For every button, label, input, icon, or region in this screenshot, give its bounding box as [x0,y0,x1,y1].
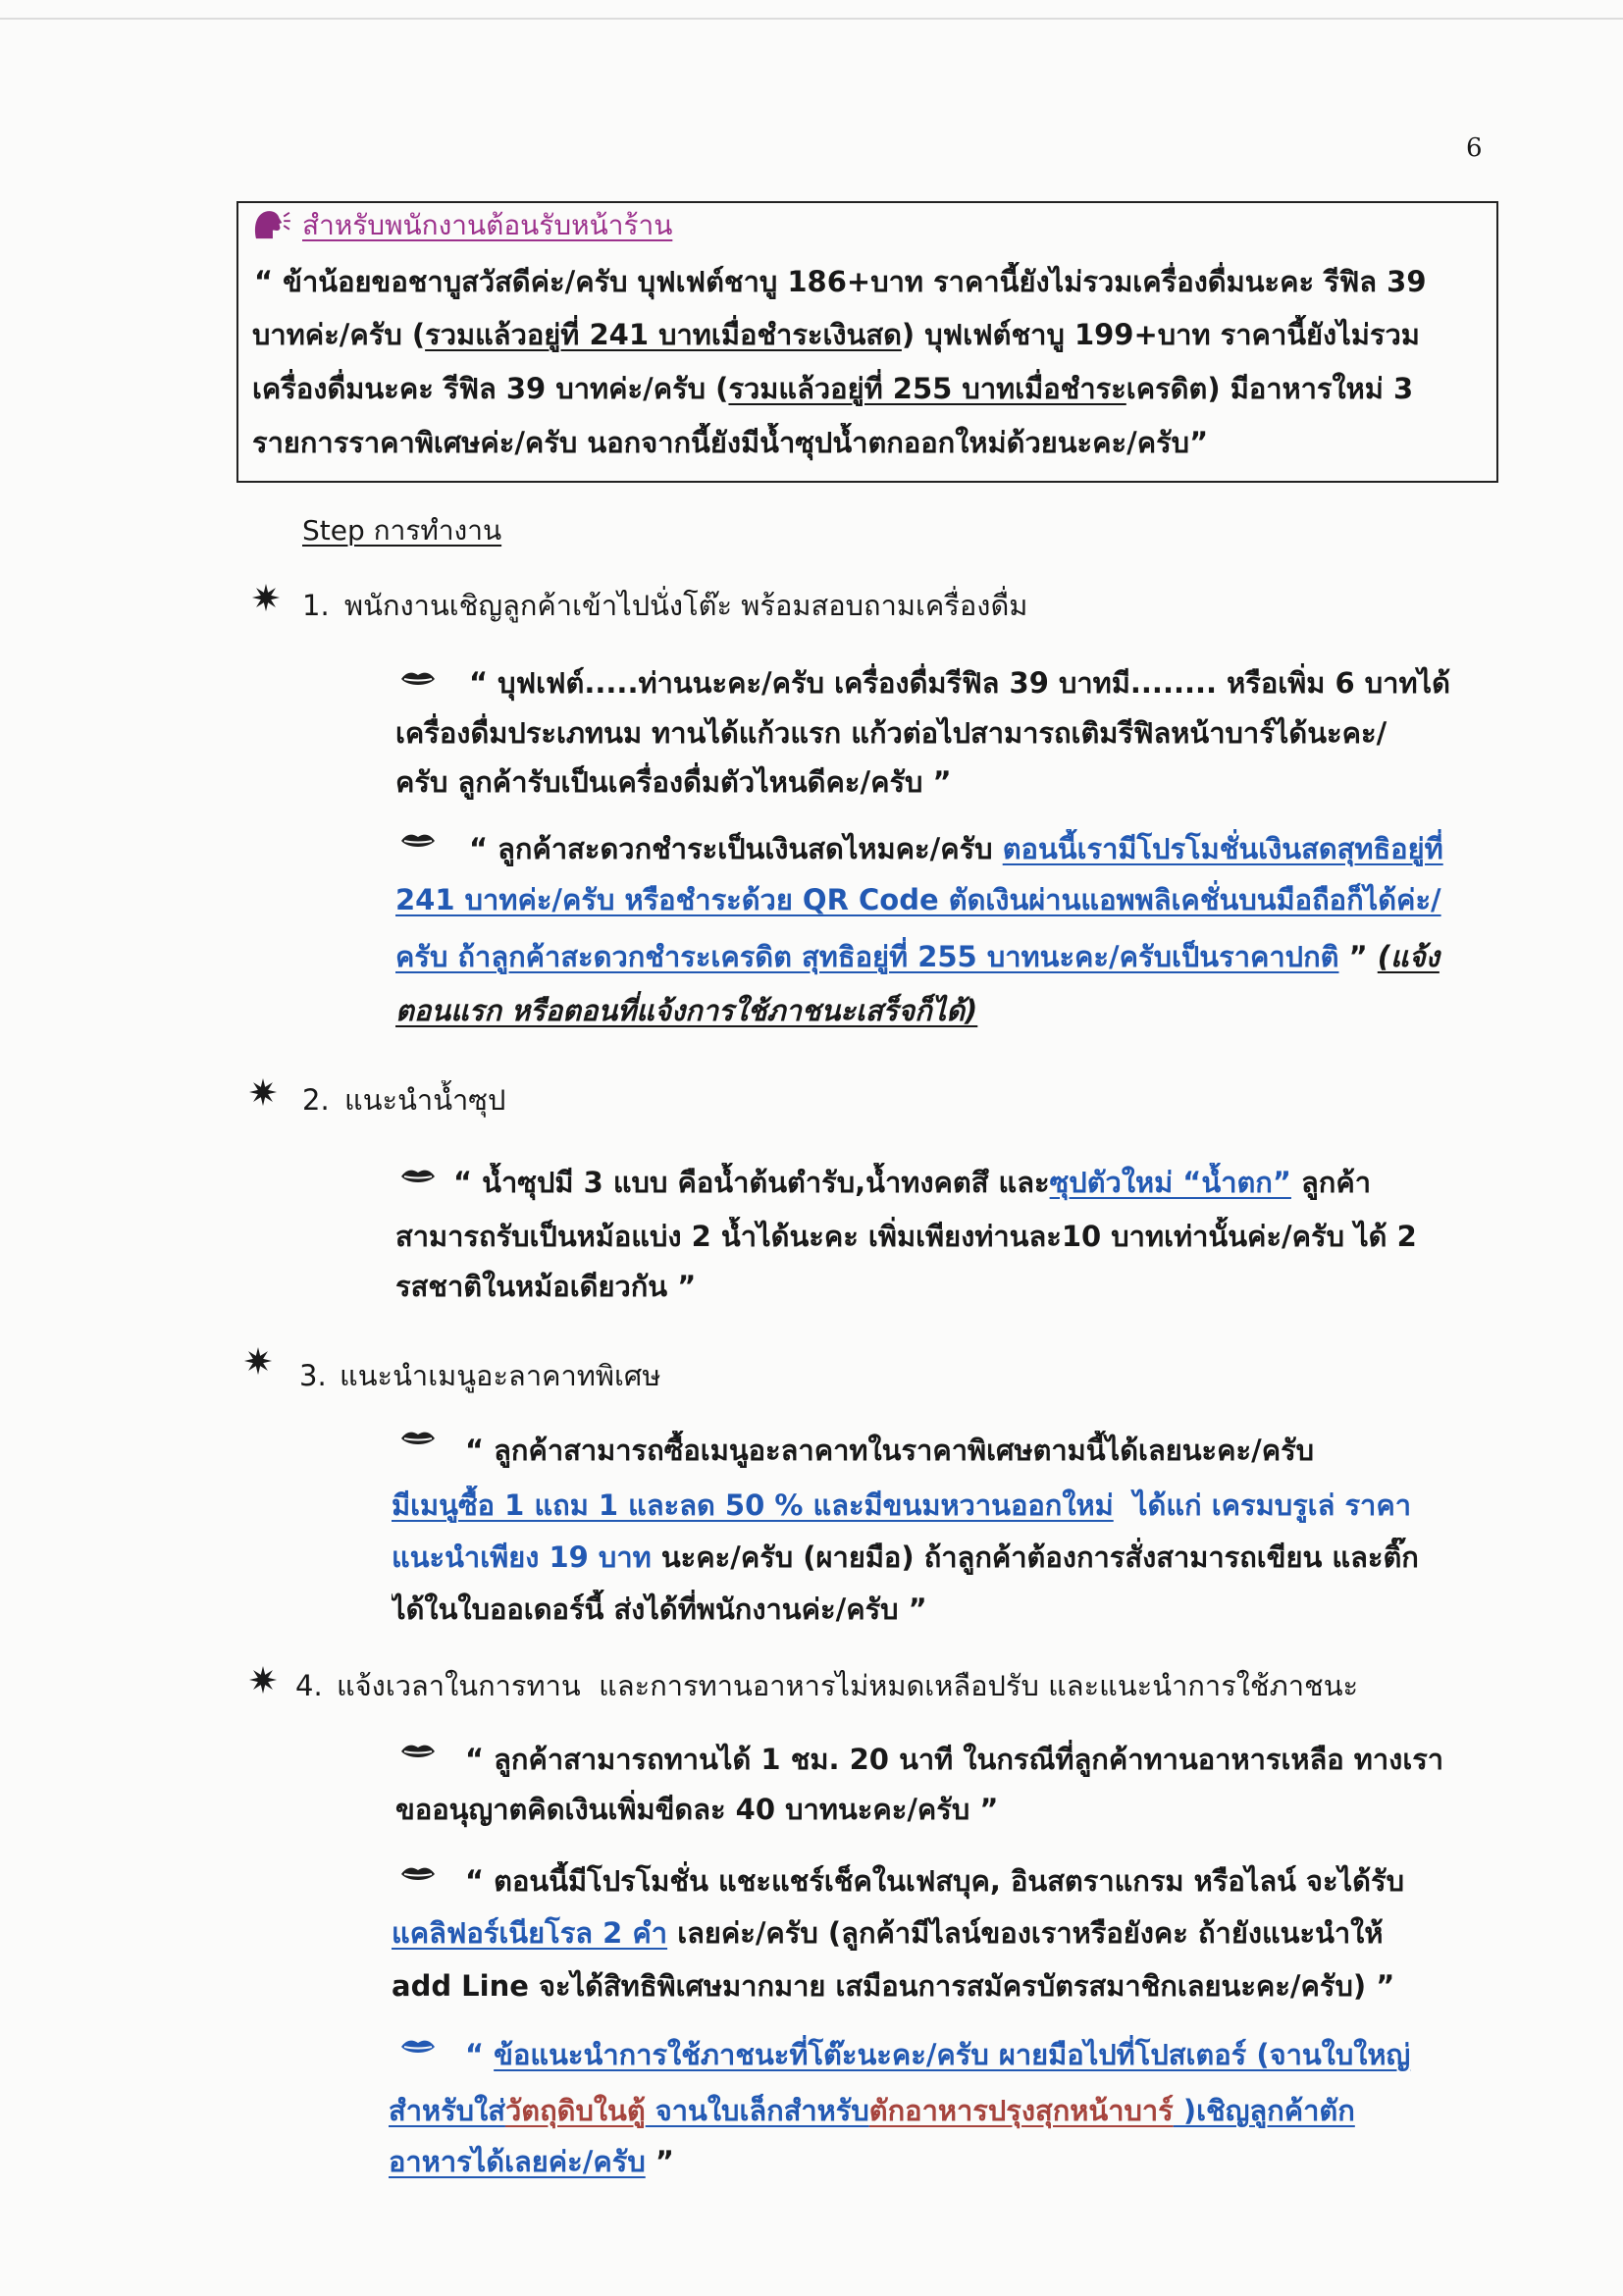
step-label: แนะนำน้ำซุป [344,1083,506,1117]
greeting-text: รายการราคาพิเศษค่ะ/ครับ นอกจากนี้ยังมีน้ำซุปน้ำตกออกใหม่ด้วยนะคะ/ครับ” [252,426,1209,459]
utensil-guidance: สำหรับใส่ [389,2094,505,2127]
script-line [395,880,1560,919]
greeting-text: เครื่องดื่มนะคะ รีฟิล 39 บาทค่ะ/ครับ ( [252,372,729,405]
greeting-text: เครดิต) มีอาหารใหม่ 3 [1126,372,1414,405]
script-text: ” [645,2145,674,2178]
script-line [392,1538,1560,1577]
timing-note: (แจ้ง [1377,940,1440,973]
lips-icon [400,2038,436,2056]
promo-menu-highlight: มีเมนูซื้อ 1 แถม 1 และลด 50 % และมีขนมหวานออกใหม่ [392,1488,1114,1522]
step-number: 2. [302,1083,330,1117]
page-number: 6 [1466,133,1483,163]
script-text: ครับ ลูกค้ารับเป็นเครื่องดื่มตัวไหนดีคะ/ครับ ” [395,765,952,799]
lips-icon [400,1168,436,1185]
script-line [392,1966,1560,2006]
script-line [469,663,1560,703]
california-roll-reward: แคลิฟอร์เนียโรล 2 คำ [392,1916,668,1950]
script-text: add Line จะได้สิทธิพิเศษมากมาย เสมือนการสมัครบัตรสมาชิกเลยนะคะ/ครับ) ” [392,1969,1395,2003]
greeting-line [252,315,1491,354]
star-burst-icon [243,1346,273,1376]
step-label: แนะนำเมนูอะลาคาทพิเศษ [340,1359,661,1392]
step-label: แจ้งเวลาในการทาน และการทานอาหารไม่หมดเหลือปรับ และแนะนำการใช้ภาชนะ [337,1669,1359,1702]
greeting-text: ) บุฟเฟต์ชาบู 199+บาท ราคานี้ยังไม่รวม [901,318,1420,351]
raw-ingredients-note: วัตถุดิบในตู้ [504,2094,646,2127]
cash-promo-detail: 241 บาทค่ะ/ครับ หรือชำระด้วย QR Code ตัดเงินผ่านแอพพลิเคชั่นบนมือถือก็ได้ค่ะ/ [395,883,1441,916]
greeting-text: บาทค่ะ/ครับ ( [252,318,426,351]
script-text: ได้ในใบออเดอร์นี้ ส่งได้ที่พนักงานค่ะ/ครับ ” [392,1592,927,1626]
script-line [392,1590,1560,1629]
cooked-food-note: ตักอาหารปรุงสุกหน้าบาร์ [868,2094,1174,2127]
script-text: รสชาติในหม้อเดียวกัน ” [395,1270,697,1303]
step-label: พนักงานเชิญลูกค้าเข้าไปนั่งโต๊ะ พร้อมสอบถามเครื่องดื่ม [344,589,1028,622]
credit-total-note: รวมแล้วอยู่ที่ 255 บาทเมื่อชำระ [728,372,1126,405]
script-text: ขออนุญาตคิดเงินเพิ่มขีดละ 40 บาทนะคะ/ครับ ” [395,1793,999,1826]
script-text: “ ลูกค้าสามารถซื้อเมนูอะลาคาทในราคาพิเศษตามนี้ได้เลยนะคะ/ครับ [465,1434,1315,1467]
script-line [453,1163,1560,1202]
utensil-guidance: อาหารได้เลยค่ะ/ครับ [389,2145,646,2178]
credit-price-note: ครับ ถ้าลูกค้าสะดวกชำระเครดิต สุทธิอยู่ที่ 255 บาทนะคะ/ครับเป็นราคาปกติ [395,940,1339,973]
utensil-guidance: จานใบเล็กสำหรับ [645,2094,869,2127]
greeting-line [252,423,1491,462]
step-number: 1. [302,589,330,622]
script-line [392,1913,1560,1953]
new-soup-highlight: ซุปตัวใหม่ “น้ำตก” [1049,1166,1291,1199]
script-line [469,829,1560,868]
script-line [465,1431,1560,1470]
cash-promo-highlight: ตอนนี้เรามีโปรโมชั่นเงินสดสุทธิอยู่ที่ [1002,832,1443,865]
script-line [392,1486,1560,1525]
dessert-price-highlight: แนะนำเพียง 19 บาท [392,1540,652,1574]
greeting-text: “ ข้าน้อยขอชาบูสวัสดีค่ะ/ครับ บุฟเฟต์ชาบู 186+บาท ราคานี้ยังไม่รวมเครื่องดื่มนะคะ รีฟิล 39 [254,265,1427,298]
lips-icon [400,670,436,688]
lips-icon [400,1743,436,1760]
script-line [395,713,1560,753]
cash-total-note: รวมแล้วอยู่ที่ 241 บาทเมื่อชำระเงินสด [425,318,902,351]
script-text: นะคะ/ครับ (ผายมือ) ถ้าลูกค้าต้องการสั่งสามารถเขียน และติ๊ก [651,1540,1419,1574]
script-text: “ ลูกค้าสามารถทานได้ 1 ชม. 20 นาที ในกรณีที่ลูกค้าทานอาหารเหลือ ทางเรา [465,1743,1444,1776]
script-line [465,2035,1560,2074]
step-number: 3. [299,1359,327,1392]
script-text: “ [465,2038,495,2071]
utensil-guidance: )เชิญลูกค้าตัก [1173,2094,1355,2127]
script-line [465,1861,1560,1901]
scan-edge [0,18,1623,20]
greeting-line [254,262,1491,301]
steps-heading: Step การทำงาน [302,514,502,547]
speaking-head-icon [253,209,290,240]
script-text: เลยค่ะ/ครับ (ลูกค้ามีไลน์ของเราหรือยังคะ ถ้ายังแนะนำให้ [667,1916,1384,1950]
lips-icon [400,1430,436,1447]
greeting-box-title: สำหรับพนักงานต้อนรับหน้าร้าน [302,209,673,241]
step-number: 4. [295,1669,323,1702]
timing-note: ตอนแรก หรือตอนที่แจ้งการใช้ภาชนะเสร็จก็ได้) [395,994,978,1027]
script-line [389,2091,1560,2130]
script-text: ลูกค้า [1290,1166,1372,1199]
script-text: “ บุฟเฟต์.....ท่านนะคะ/ครับ เครื่องดื่มรีฟิล 39 บาทมี........ หรือเพิ่ม 6 บาทได้ [469,666,1450,700]
script-line [395,1267,1560,1306]
greeting-line [252,369,1491,408]
script-line [395,762,1560,802]
lips-icon [400,1865,436,1883]
star-burst-icon [251,583,281,612]
lips-icon [400,832,436,850]
script-line [395,937,1560,976]
script-text: “ ลูกค้าสะดวกชำระเป็นเงินสดไหมคะ/ครับ [469,832,1003,865]
utensil-guidance: ข้อแนะนำการใช้ภาชนะที่โต๊ะนะคะ/ครับ ผายมือไปที่โปสเตอร์ (จานใบใหญ่ [494,2038,1411,2071]
dessert-highlight: ได้แก่ เครมบรูเล่ ราคา [1113,1488,1412,1522]
script-line [395,1217,1560,1256]
star-burst-icon [248,1665,278,1695]
star-burst-icon [248,1077,278,1107]
script-line [395,991,1560,1030]
script-text: ” [1338,940,1378,973]
script-line [465,1740,1560,1779]
script-text: “ น้ำซุปมี 3 แบบ คือน้ำต้นตำรับ,น้ำทงคตสึ และ [453,1166,1050,1199]
script-text: สามารถรับเป็นหม้อแบ่ง 2 น้ำได้นะคะ เพิ่มเพียงท่านละ10 บาทเท่านั้นค่ะ/ครับ ได้ 2 [395,1220,1417,1253]
script-text: “ ตอนนี้มีโปรโมชั่น แชะแชร์เช็คในเฟสบุค, อินสตราแกรม หรือไลน์ จะได้รับ [465,1864,1404,1898]
script-text: เครื่องดื่มประเภทนม ทานได้แก้วแรก แก้วต่อไปสามารถเติมรีฟิลหน้าบาร์ได้นะคะ/ [395,716,1387,750]
script-line [389,2142,1560,2181]
script-line [395,1790,1560,1829]
